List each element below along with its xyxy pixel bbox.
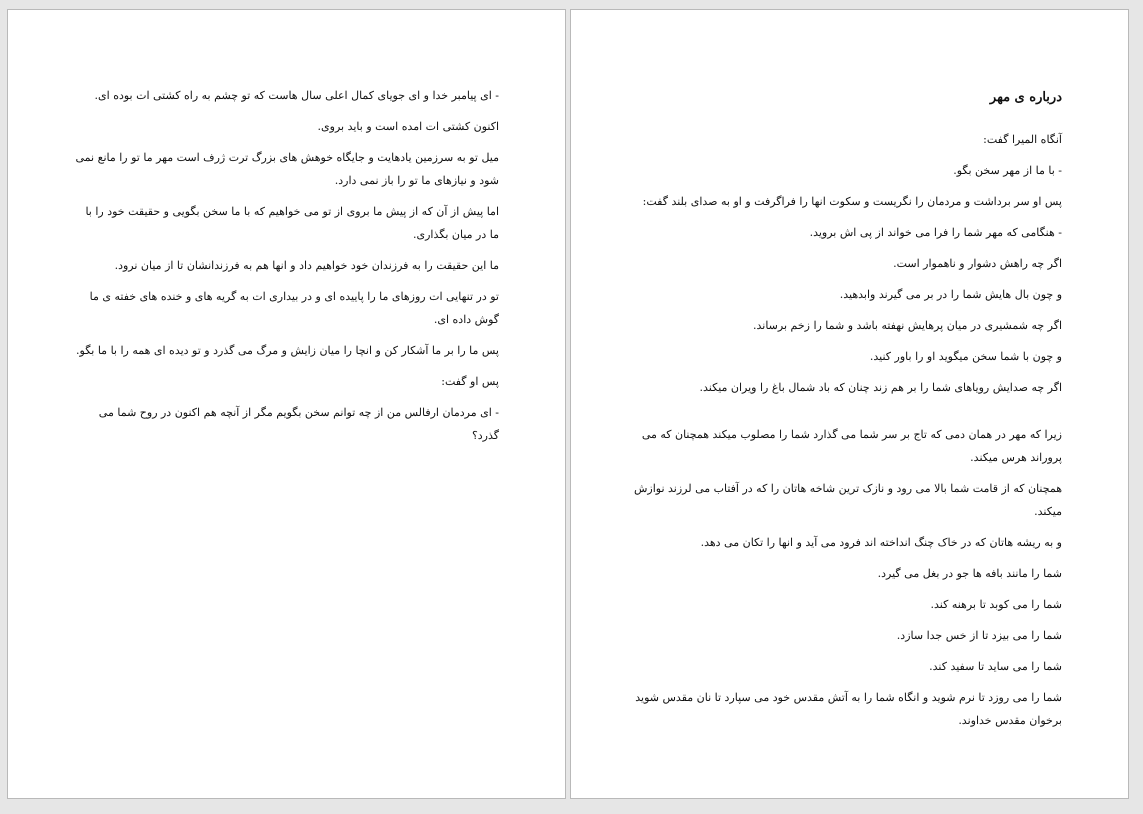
paragraph: - ای مردمان ارفالس من از چه توانم سخن بگویم مگر از آنچه هم اکنون در روح شما می گذرد؟: [98, 406, 499, 442]
paragraph: پس ما را بر ما آشکار کن و انچا را میان زایش و مرگ می گذرد و تو دیده ای همه را با ما بگو.: [76, 344, 499, 357]
paragraph: اگر چه صدایش رویاهای شما را بر هم زند چنان که باد شمال باغ را ویران میکند.: [699, 381, 1062, 394]
paragraph: - ای پیامبر خدا و ای جویای کمال اعلی سال هاست که تو چشم به راه کشتی ات بوده ای.: [94, 89, 499, 102]
paragraph: - با ما از مهر سخن بگو.: [953, 164, 1062, 177]
paragraph: و به ریشه هاتان که در خاک چنگ انداخته اند فرود می آید و انها را تکان می دهد.: [700, 536, 1062, 549]
document-page-right: [570, 9, 1129, 799]
section-heading: درباره ی مهر: [989, 90, 1062, 105]
paragraph: زیرا که مهر در همان دمی که تاج بر سر شما می گذارد شما را مصلوب میکند همچنان که می پروراند هرس میکند.: [641, 428, 1062, 464]
paragraph: همچنان که از قامت شما بالا می رود و نازک ترین شاخه هاتان را که در آفتاب می لرزند نوازش میکند.: [633, 482, 1062, 518]
paragraph: - هنگامی که مهر شما را فرا می خواند از پی اش بروید.: [809, 226, 1062, 239]
page-content-right: [632, 84, 1062, 740]
document-page-left: [7, 9, 566, 799]
paragraph: شما را می ساید تا سفید کند.: [929, 660, 1062, 673]
paragraph: تو در تنهایی ات روزهای ما را پاییده ای و در بیداری ات به گریه های و خنده های خفته ی ما گوش داده ای.: [89, 290, 499, 326]
paragraph: پس او گفت:: [441, 375, 499, 388]
paragraph: آنگاه المیرا گفت:: [983, 133, 1062, 146]
paragraph: ما این حقیقت را به فرزندان خود خواهیم داد و انها هم به فرزندانشان تا از میان نرود.: [114, 259, 499, 272]
paragraph: شما را می روزد تا نرم شوید و انگاه شما را به آتش مقدس خود می سپارد تا نان مقدس شوید برخوان مقدس خداوند.: [635, 691, 1062, 727]
page-content-left: [73, 84, 499, 455]
paragraph: و چون با شما سخن میگوید او را باور کنید.: [869, 350, 1062, 363]
paragraph: شما را می کوبد تا برهنه کند.: [930, 598, 1062, 611]
paragraph: اگر چه راهش دشوار و ناهموار است.: [893, 257, 1062, 270]
paragraph: اکنون کشتی ات امده است و باید بروی.: [317, 120, 499, 133]
paragraph: و چون بال هایش شما را در بر می گیرند وابدهید.: [839, 288, 1062, 301]
paragraph: شما را می بیزد تا از خس جدا سازد.: [896, 629, 1062, 642]
paragraph: شما را مانند بافه ها جو در بغل می گیرد.: [877, 567, 1062, 580]
paragraph: پس او سر برداشت و مردمان را نگریست و سکوت انها را فراگرفت و او به صدای بلند گفت:: [642, 195, 1062, 208]
paragraph: اگر چه شمشیری در میان پرهایش نهفته باشد و شما را زخم برساند.: [752, 319, 1062, 332]
paragraph-spacer: [632, 407, 1062, 423]
paragraph: اما پیش از آن که از پیش ما بروی از تو می خواهیم که با ما سخن بگویی و حقیقت خود را با ما در میان بگذاری.: [85, 205, 499, 241]
paragraph: میل تو به سرزمین یادهایت و جایگاه خوهش های بزرگ ترت ژرف است مهر ما تو را مانع نمی شود و نیازهای ما تو را باز نمی دارد.: [75, 151, 499, 187]
